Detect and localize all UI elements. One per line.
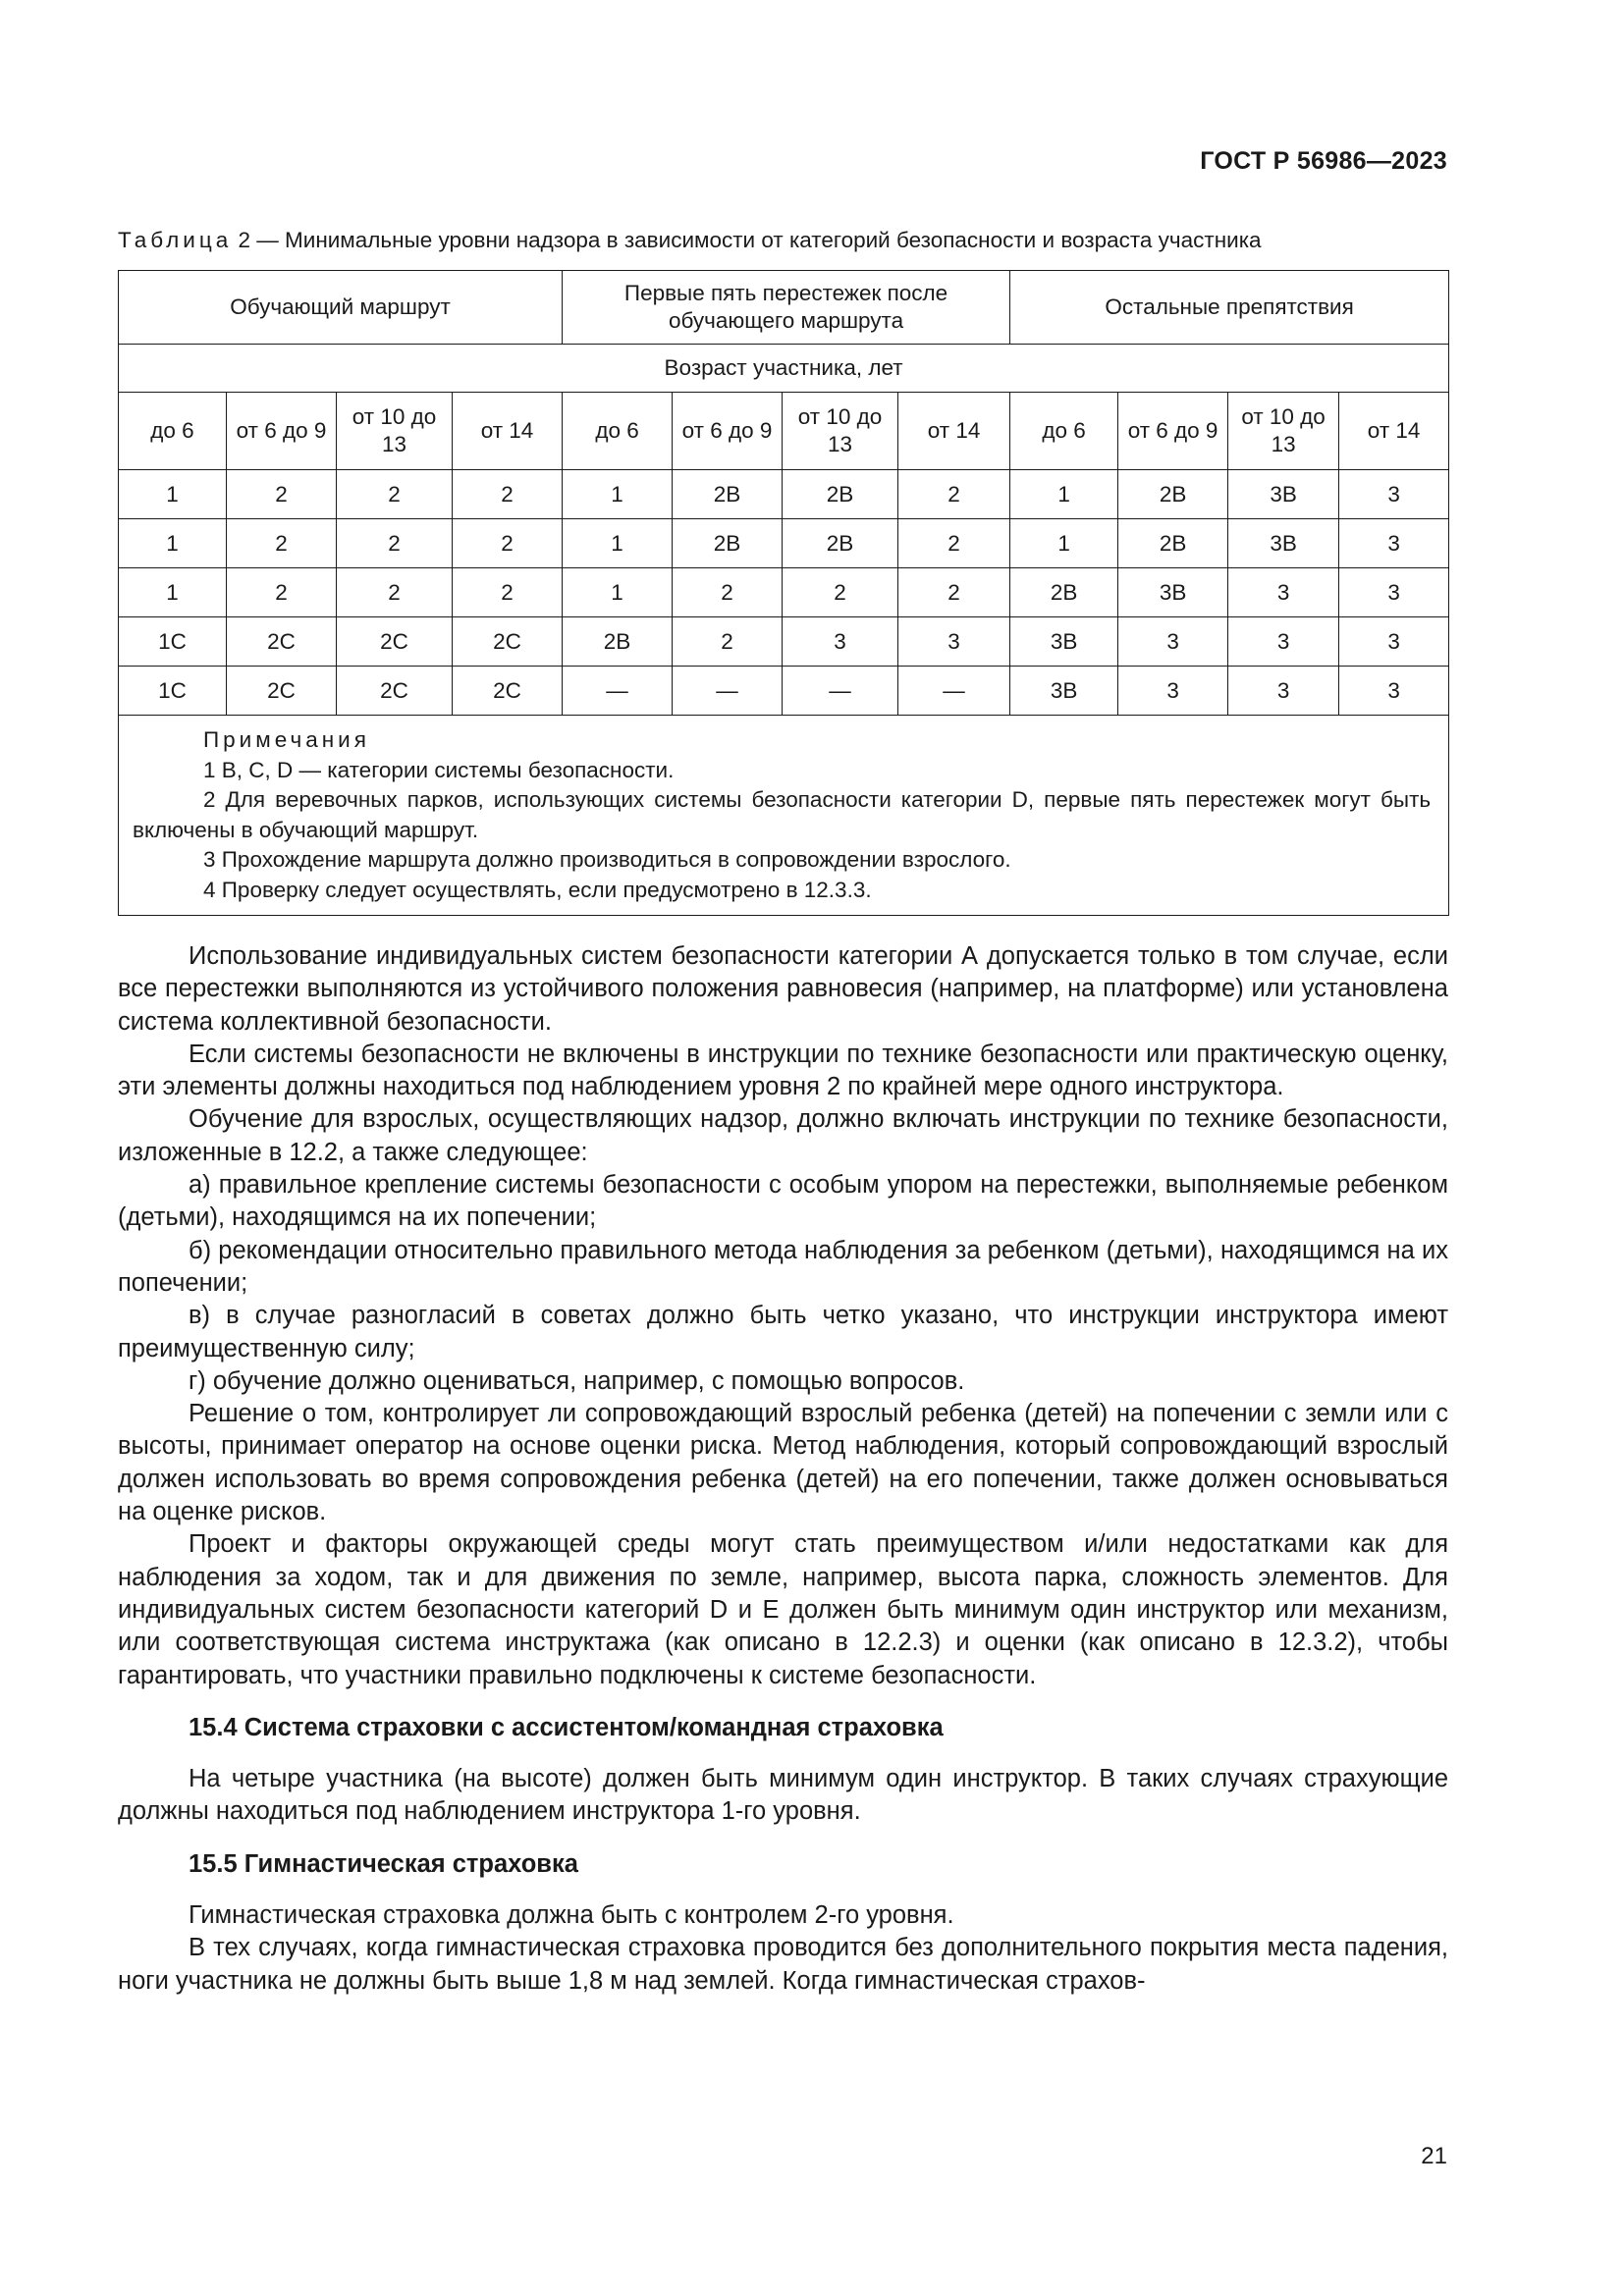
table-cell: 2	[227, 519, 337, 568]
table-cell: 2	[337, 568, 453, 617]
table-row	[119, 667, 1449, 716]
table-cell: 2B	[673, 470, 783, 519]
table-caption-text: 2 — Минимальные уровни надзора в зависимости от категорий безопасности и возраста участника	[232, 228, 1262, 252]
table-cell: 1C	[119, 667, 227, 716]
age-subheader-cell: до 6	[1010, 393, 1118, 470]
table-cell: —	[563, 667, 673, 716]
table-cell: 2	[898, 519, 1010, 568]
table-cell: 2	[898, 568, 1010, 617]
table-cell: 2	[453, 470, 563, 519]
table-cell: 1C	[119, 617, 227, 667]
table-cell: 2B	[1118, 470, 1228, 519]
age-subheader-cell: до 6	[563, 393, 673, 470]
table-cell: 2	[227, 470, 337, 519]
table-cell: 2B	[1010, 568, 1118, 617]
table-cell: 3	[1228, 568, 1339, 617]
table-row	[119, 568, 1449, 617]
table-row	[119, 519, 1449, 568]
table-cell: 2C	[453, 617, 563, 667]
age-subheader-cell: от 6 до 9	[227, 393, 337, 470]
supervision-table	[118, 270, 1449, 916]
table-row	[119, 470, 1449, 519]
table-cell: 3B	[1228, 470, 1339, 519]
table-notes	[119, 716, 1449, 916]
page-number: 21	[1421, 2143, 1447, 2169]
table-cell: 2B	[563, 617, 673, 667]
table-cell: 3	[1118, 667, 1228, 716]
table-cell: 1	[119, 470, 227, 519]
note-item: 3 Прохождение маршрута должно производиться в сопровождении взрослого.	[203, 847, 1011, 872]
age-subheader-cell: до 6	[119, 393, 227, 470]
age-subheader-cell: от 14	[1339, 393, 1449, 470]
age-header: Возраст участника, лет	[119, 345, 1449, 393]
table-cell: 2B	[783, 519, 898, 568]
table-cell: 3	[1339, 617, 1449, 667]
table-cell: 2C	[453, 667, 563, 716]
group-header-training-route: Обучающий маршрут	[119, 271, 563, 345]
table-cell: 2C	[337, 617, 453, 667]
notes-row	[119, 716, 1449, 916]
document-id: ГОСТ Р 56986—2023	[1200, 147, 1447, 175]
table-cell: 2	[227, 568, 337, 617]
table-cell: 2C	[227, 667, 337, 716]
table-cell: —	[898, 667, 1010, 716]
table-cell: —	[673, 667, 783, 716]
table-cell: 3B	[1228, 519, 1339, 568]
table-cell: 2	[673, 617, 783, 667]
body-paragraph: Если системы безопасности не включены в инструкции по технике безопасности или практическую оценку, эти элементы должны находиться под наблюдением уровня 2 по крайней мере одного инструктора.	[118, 1040, 1448, 1101]
table-cell: 2B	[783, 470, 898, 519]
table-cell: 1	[563, 519, 673, 568]
table-row	[119, 617, 1449, 667]
section-15-5-paragraph: В тех случаях, когда гимнастическая страховка проводится без дополнительного покрытия места падения, ноги участника не должны быть выше 1,8 м над землей. Когда гимнастическая страхов-	[118, 1934, 1448, 1995]
body-paragraph: Решение о том, контролирует ли сопровождающий взрослый ребенка (детей) на попечении с земли или с высоты, принимает оператор на основе оценки риска. Метод наблюдения, который сопровождающий взрослый должен использовать во время сопровождения ребенка (детей) на его попечении, также должен основываться на оценке рисков.	[118, 1400, 1448, 1526]
age-subheader-cell: от 14	[453, 393, 563, 470]
group-header-other-obstacles: Остальные препятствия	[1010, 271, 1449, 345]
table-cell: 3	[1339, 519, 1449, 568]
table-cell: 2	[453, 519, 563, 568]
age-subheader-cell: от 10 до 13	[783, 393, 898, 470]
table-cell: 2	[453, 568, 563, 617]
body-paragraph: а) правильное крепление системы безопасности с особым упором на перестежки, выполняемые ребенком (детьми), находящимся на их попечении;	[118, 1171, 1448, 1232]
table-cell: 1	[1010, 519, 1118, 568]
note-item: 1 B, C, D — категории системы безопасности.	[203, 757, 675, 782]
table-cell: 1	[119, 568, 227, 617]
body-paragraph: Обучение для взрослых, осуществляющих надзор, должно включать инструкции по технике безопасности, изложенные в 12.2, а также следующее:	[118, 1105, 1448, 1166]
table-caption	[118, 228, 1262, 253]
body-paragraph: в) в случае разногласий в советах должно быть четко указано, что инструкции инструктора имеют преимущественную силу;	[118, 1302, 1448, 1362]
note-item: 4 Проверку следует осуществлять, если предусмотрено в 12.3.3.	[203, 877, 872, 902]
table-cell: 3	[898, 617, 1010, 667]
table-cell: 3B	[1118, 568, 1228, 617]
age-subheader-cell: от 10 до 13	[337, 393, 453, 470]
table-cell: 3	[783, 617, 898, 667]
table-cell: 3	[1339, 470, 1449, 519]
table-cell: 2	[337, 519, 453, 568]
body-paragraph: г) обучение должно оцениваться, например, с помощью вопросов.	[189, 1366, 965, 1395]
body-text	[118, 940, 1448, 1998]
section-15-4-text: На четыре участника (на высоте) должен быть минимум один инструктор. В таких случаях страхующие должны находиться под наблюдением инструктора 1-го уровня.	[118, 1765, 1448, 1826]
age-subheader-row	[119, 393, 1449, 470]
table-cell: 1	[1010, 470, 1118, 519]
table-cell: 2C	[227, 617, 337, 667]
table-cell: —	[783, 667, 898, 716]
table-cell: 3	[1228, 667, 1339, 716]
table-cell: 2	[898, 470, 1010, 519]
body-paragraphs	[118, 940, 1448, 1692]
table-cell: 3B	[1010, 617, 1118, 667]
table-cell: 2	[783, 568, 898, 617]
age-subheader-cell: от 6 до 9	[1118, 393, 1228, 470]
note-item: 2 Для веревочных парков, использующих системы безопасности категории D, первые пять перестежек могут быть включены в обучающий маршрут.	[133, 787, 1432, 842]
table-cell: 1	[119, 519, 227, 568]
table-cell: 3B	[1010, 667, 1118, 716]
group-header-first-five: Первые пять перестежек после обучающего маршрута	[563, 271, 1010, 345]
body-paragraph: Проект и факторы окружающей среды могут стать преимуществом и/или недостатками как для наблюдения за ходом, так и для движения по земле, например, высота парка, сложность элементов. Для индивидуальных систем безопасности категорий D и E должен быть минимум один инструктор или механизм, или соответствующая система инструктажа (как описано в 12.2.3) и оценки (как описано в 12.3.2), чтобы гарантировать, что участники правильно подключены к системе безопасности.	[118, 1530, 1448, 1689]
section-15-5-paragraph: Гимнастическая страховка должна быть с контролем 2-го уровня.	[189, 1901, 954, 1930]
table-cell: 2B	[1118, 519, 1228, 568]
table-cell: 3	[1118, 617, 1228, 667]
table-cell: 2	[673, 568, 783, 617]
table-cell: 3	[1228, 617, 1339, 667]
table-cell: 2C	[337, 667, 453, 716]
section-15-5-heading: 15.5 Гимнастическая страховка	[189, 1849, 578, 1878]
table-cell: 3	[1339, 667, 1449, 716]
body-paragraph: Использование индивидуальных систем безопасности категории А допускается только в том случае, если все перестежки выполняются из устойчивого положения равновесия (например, на платформе) или установлена система коллективной безопасности.	[118, 942, 1448, 1036]
section-15-4-heading: 15.4 Система страховки с ассистентом/командная страховка	[189, 1713, 944, 1741]
table-cell: 3	[1339, 568, 1449, 617]
table-cell: 2	[337, 470, 453, 519]
body-paragraph: б) рекомендации относительно правильного метода наблюдения за ребенком (детьми), находящимся на их попечении;	[118, 1236, 1448, 1297]
table-cell: 2B	[673, 519, 783, 568]
table-caption-prefix: Таблица	[118, 228, 233, 252]
age-subheader-cell: от 10 до 13	[1228, 393, 1339, 470]
table-cell: 1	[563, 470, 673, 519]
notes-title: Примечания	[203, 727, 370, 752]
age-subheader-cell: от 14	[898, 393, 1010, 470]
age-subheader-cell: от 6 до 9	[673, 393, 783, 470]
table-cell: 1	[563, 568, 673, 617]
